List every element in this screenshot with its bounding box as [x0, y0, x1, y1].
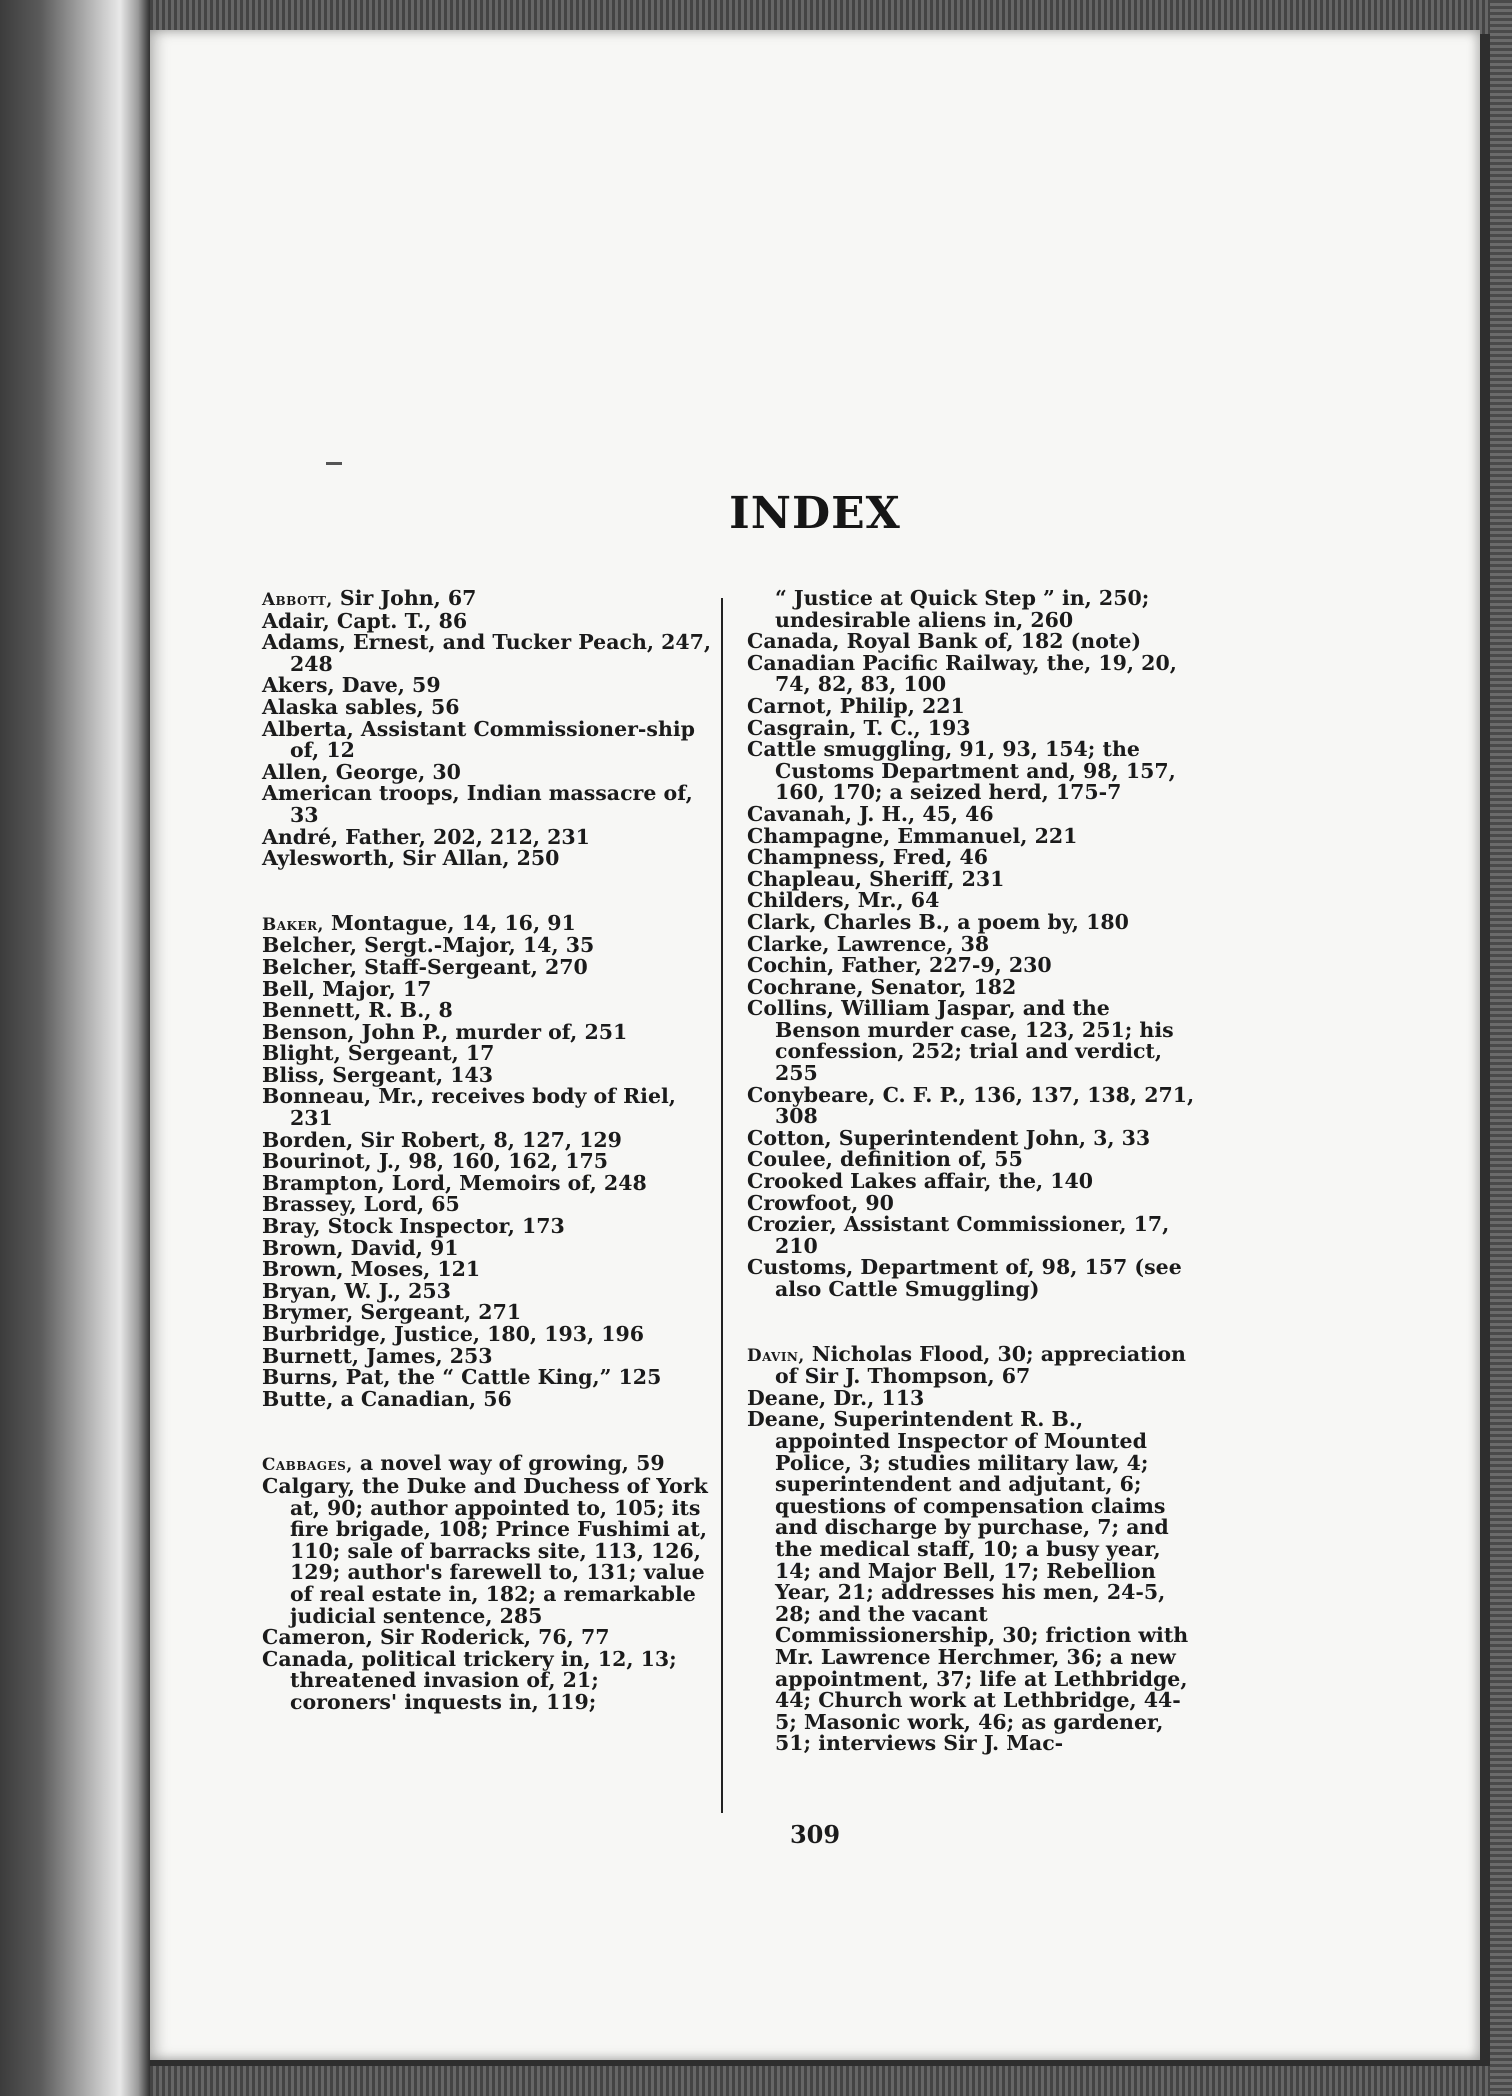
index-entry	[747, 955, 1197, 977]
index-entry-text: Conybeare, C. F. P., 136, 137, 138, 271, 308	[747, 1082, 1195, 1129]
index-entry-text: Bonneau, Mr., receives body of Riel, 231	[262, 1084, 676, 1131]
index-entry-text: Casgrain, T. C., 193	[747, 715, 971, 740]
index-entry	[747, 1409, 1197, 1755]
bottom-binding-edge	[150, 2066, 1490, 2096]
index-entry	[747, 1171, 1197, 1193]
index-entry	[262, 1627, 712, 1649]
index-entry-text: Cochrane, Senator, 182	[747, 974, 1017, 999]
index-entry-text: Alaska sables, 56	[262, 694, 460, 719]
index-entry	[747, 715, 1197, 740]
index-entry	[262, 675, 712, 697]
index-entry	[747, 931, 1197, 956]
top-binding-edge	[150, 0, 1490, 34]
index-entry-text: Deane, Dr., 113	[747, 1385, 925, 1410]
index-entry	[262, 1453, 712, 1476]
index-entry-head: Baker,	[262, 913, 324, 934]
index-entry-text: Customs, Department of, 98, 157 (see also Cattle Smuggling)	[747, 1255, 1182, 1301]
index-entry-text: “ Justice at Quick Step ” in, 250; undesirable aliens in, 260	[775, 586, 1150, 632]
index-entry-text: Brown, Moses, 121	[262, 1257, 481, 1282]
index-entry	[747, 1341, 1197, 1389]
index-entry-text: Bray, Stock Inspector, 173	[262, 1214, 565, 1239]
index-entry	[747, 631, 1197, 653]
index-entry	[747, 974, 1197, 999]
index-entry-text: Cameron, Sir Roderick, 76, 77	[262, 1625, 610, 1650]
index-entry-text: Coulee, definition of, 55	[747, 1147, 1023, 1172]
index-entry	[747, 588, 1197, 631]
index-entry-text: Adair, Capt. T., 86	[262, 608, 468, 633]
page-number: 309	[789, 1820, 841, 1849]
index-entry-text: Calgary, the Duke and Duchess of York at, 90; author appointed to, 105; its fire brigade, 108; Prince Fushimi at, 110; sale of barracks site, 113, 126, 129; author's farewell to, 131; value of real estate in, 182; a remarkable judicial sentence, 285	[262, 1473, 708, 1628]
index-entry	[262, 1386, 712, 1411]
index-entry	[747, 823, 1197, 848]
index-entry	[747, 1149, 1197, 1171]
index-entry-text: American troops, Indian massacre of, 33	[262, 781, 693, 827]
index-entry	[262, 1278, 712, 1303]
index-entry-text: Cotton, Superintendent John, 3, 33	[747, 1125, 1151, 1150]
index-entry	[262, 1019, 712, 1044]
index-entry	[747, 909, 1197, 934]
index-entry-text: Sir John, 67	[332, 586, 477, 610]
index-entry	[747, 1190, 1197, 1215]
index-entry-text: Nicholas Flood, 30; appreciation of Sir J. Thompson, 67	[775, 1341, 1186, 1389]
index-entry	[262, 632, 712, 675]
index-entry-text: Crowfoot, 90	[747, 1190, 894, 1215]
index-entry-text: Childers, Mr., 64	[747, 888, 940, 913]
index-entry	[262, 1086, 712, 1129]
index-entry	[747, 1125, 1197, 1150]
index-entry-text: Crozier, Assistant Commissioner, 17, 210	[747, 1212, 1170, 1258]
index-entry-text: Cavanah, J. H., 45, 46	[747, 801, 994, 826]
index-entry-text: Carnot, Philip, 221	[747, 693, 965, 718]
index-entry	[747, 866, 1197, 891]
index-entry	[262, 1646, 712, 1714]
index-entry	[262, 954, 712, 979]
index-entry-text: Clarke, Lawrence, 38	[747, 931, 990, 956]
index-entry-text: Belcher, Staff-Sergeant, 270	[262, 954, 588, 979]
index-entry	[747, 1385, 1197, 1410]
index-entry	[747, 890, 1197, 912]
index-column-left	[262, 588, 712, 1714]
index-entry-text: Bryan, W. J., 253	[262, 1278, 451, 1303]
index-entry-head: Davin,	[747, 1344, 805, 1365]
index-entry	[262, 935, 712, 957]
left-page-edge	[0, 0, 150, 2096]
index-entry-text: Belcher, Sergt.-Major, 14, 35	[262, 933, 595, 958]
index-entry-text: a novel way of growing, 59	[352, 1451, 665, 1476]
page-title: INDEX	[729, 488, 901, 539]
index-entry	[747, 1082, 1197, 1129]
index-entry-text: Burnett, James, 253	[262, 1343, 493, 1368]
index-entry-text: Montague, 14, 16, 91	[323, 910, 576, 935]
index-entry	[262, 694, 712, 719]
index-entry-text: Canada, Royal Bank of, 182 (note)	[747, 629, 1142, 654]
index-entry	[262, 1170, 712, 1195]
index-entry	[747, 847, 1197, 869]
stray-mark	[326, 462, 342, 465]
index-entry-text: Canadian Pacific Railway, the, 19, 20, 74, 82, 83, 100	[747, 650, 1177, 697]
index-entry	[747, 650, 1197, 697]
index-entry-text: Brampton, Lord, Memoirs of, 248	[262, 1170, 647, 1195]
index-entry	[262, 1216, 712, 1238]
index-entry-text: Brassey, Lord, 65	[262, 1192, 460, 1217]
index-entry-head: Abbott,	[262, 589, 333, 609]
index-entry-text: Adams, Ernest, and Tucker Peach, 247, 248	[262, 630, 712, 676]
index-entry	[747, 998, 1197, 1084]
index-entry-text: Allen, George, 30	[262, 759, 461, 784]
index-entry	[747, 693, 1197, 718]
index-entry	[262, 848, 712, 870]
index-entry-text: Crooked Lakes affair, the, 140	[747, 1169, 1094, 1194]
index-entry-text: Chapleau, Sheriff, 231	[747, 866, 1005, 891]
index-entry-text: Alberta, Assistant Commissioner-ship of, 12	[262, 716, 696, 763]
index-entry	[262, 1473, 712, 1628]
index-entry	[262, 759, 712, 784]
index-entry-text: Akers, Dave, 59	[262, 673, 441, 698]
index-entry-text: Benson, John P., murder of, 251	[262, 1019, 628, 1044]
index-entry	[262, 716, 712, 763]
index-entry	[262, 1343, 712, 1368]
index-entry-text: Bennett, R. B., 8	[262, 998, 453, 1023]
index-entry	[747, 1214, 1197, 1257]
index-entry-text: Canada, political trickery in, 12, 13; threatened invasion of, 21; coroners' inquests in, 119;	[262, 1646, 677, 1714]
index-entry	[262, 783, 712, 826]
right-binding-edge	[1490, 0, 1512, 2096]
index-entry	[262, 1194, 712, 1216]
index-entry	[262, 588, 712, 611]
index-entry-text: Cattle smuggling, 91, 93, 154; the Customs Department and, 98, 157, 160, 170; a seized herd, 175-7	[747, 737, 1176, 805]
index-entry	[262, 1000, 712, 1022]
index-entry	[262, 1043, 712, 1065]
index-entry-text: Champagne, Emmanuel, 221	[747, 823, 1078, 848]
index-entry	[262, 1235, 712, 1260]
index-entry	[262, 910, 712, 936]
index-entry-text: Blight, Sergeant, 17	[262, 1041, 495, 1066]
index-entry-text: Deane, Superintendent R. B., appointed Inspector of Mounted Police, 3; studies military law, 4; superintendent and adjutant, 6; questions of compensation claims and discharge by purchase, 7; and the medical staff, 10; a busy year, 14; and Major Bell, 17; Rebellion Year, 21; addresses his men, 24-5, 28; and the vacant Commissionership, 30; friction with Mr. Lawrence Herchmer, 36; a new appointment, 37; life at Lethbridge, 44; Church work at Lethbridge, 44-5; Masonic work, 46; as gardener, 51; interviews Sir J. Mac-	[747, 1407, 1189, 1756]
index-entry-text: Butte, a Canadian, 56	[262, 1386, 512, 1411]
index-entry	[262, 824, 712, 849]
index-entry-text: Borden, Sir Robert, 8, 127, 129	[262, 1127, 622, 1152]
index-entry	[262, 608, 712, 633]
index-entry	[747, 801, 1197, 826]
index-entry	[262, 1302, 712, 1324]
index-entry	[262, 976, 712, 1001]
index-entry	[262, 1127, 712, 1152]
index-entry	[262, 1062, 712, 1087]
index-entry	[747, 1257, 1197, 1300]
index-entry-text: Burbridge, Justice, 180, 193, 196	[262, 1322, 645, 1346]
index-entry	[262, 1324, 712, 1346]
index-entry-text: Aylesworth, Sir Allan, 250	[262, 846, 560, 871]
index-entry-text: Brymer, Sergeant, 271	[262, 1300, 522, 1325]
index-entry-text: Champness, Fred, 46	[747, 845, 989, 870]
index-entry-text: Clark, Charles B., a poem by, 180	[747, 909, 1129, 934]
index-entry-text: Bliss, Sergeant, 143	[262, 1062, 494, 1087]
book-page	[150, 30, 1480, 2060]
index-column-right	[747, 588, 1197, 1755]
index-entry-text: André, Father, 202, 212, 231	[262, 824, 590, 849]
index-entry-text: Burns, Pat, the “ Cattle King,” 125	[262, 1365, 662, 1390]
index-entry	[747, 739, 1197, 804]
index-entry-text: Brown, David, 91	[262, 1235, 459, 1260]
index-entry	[262, 1367, 712, 1389]
index-entry-text: Bourinot, J., 98, 160, 162, 175	[262, 1149, 609, 1174]
index-entry-text: Collins, William Jaspar, and the Benson murder case, 123, 251; his confession, 252; trial and verdict, 255	[747, 996, 1174, 1086]
index-entry	[262, 1151, 712, 1173]
index-entry-text: Cochin, Father, 227-9, 230	[747, 953, 1052, 978]
index-entry	[262, 1259, 712, 1281]
index-entry-head: Cabbages,	[262, 1454, 353, 1475]
column-divider	[721, 598, 723, 1813]
index-entry-text: Bell, Major, 17	[262, 976, 432, 1001]
